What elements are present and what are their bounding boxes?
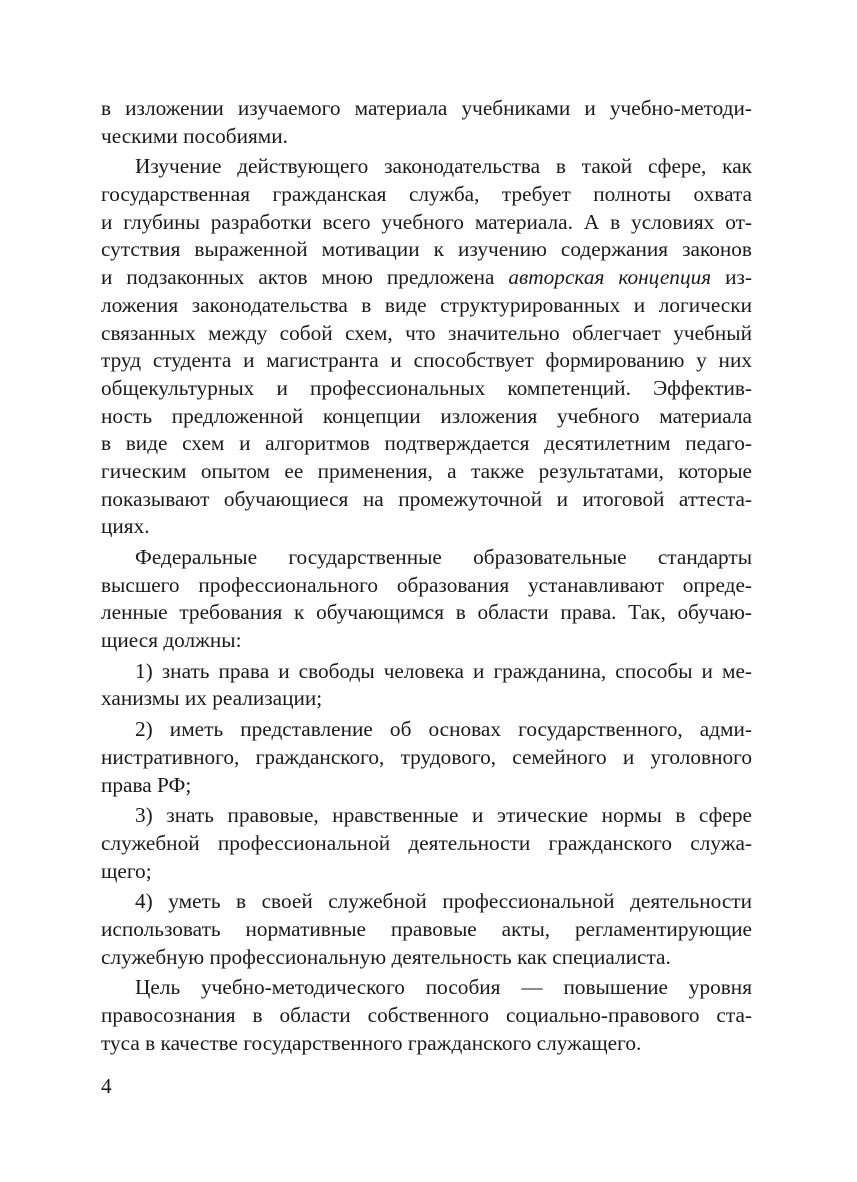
text-line: 3) знать правовые, нравственные и этические нормы в сфере xyxy=(135,803,752,828)
emphasis-author-concept: авторская концепция xyxy=(508,265,712,290)
text-line: 2) иметь представление об основах государственного, адми- xyxy=(135,717,752,742)
text-line: общекультурных и профессиональных компетенций. Эффектив- xyxy=(101,375,752,400)
text-line: нистративного, гражданского, трудового, семейного и уголовного xyxy=(101,744,752,769)
text-line: служебную профессиональную деятельность как специалиста. xyxy=(101,944,671,969)
text-line: в изложении изучаемого материала учебниками и учебно-методи- xyxy=(101,96,752,120)
text-line: ханизмы их реализации; xyxy=(101,686,323,711)
text-line: использовать нормативные правовые акты, регламентирующие xyxy=(101,916,752,941)
text-line: Федеральные государственные образовательные стандарты xyxy=(135,545,752,569)
text-line: государственная гражданская служба, требует полноты охвата xyxy=(101,182,752,207)
text-line: связанных между собой схем, что значительно облегчает учебный xyxy=(101,320,752,345)
paragraph xyxy=(101,544,752,655)
paragraph xyxy=(101,95,752,150)
paragraph xyxy=(101,153,752,541)
text-line: сутствия выраженной мотивации к изучению содержания законов xyxy=(101,237,752,262)
paragraph xyxy=(101,974,752,1057)
text-line: права РФ; xyxy=(101,772,192,797)
text-line: труд студента и магистранта и способствует формированию у них xyxy=(101,348,752,373)
text-line: 4) уметь в своей служебной профессиональной деятельности xyxy=(135,889,752,914)
text-line: ложения законодательства в виде структурированных и логически xyxy=(101,292,752,317)
text-line: ческими пособиями. xyxy=(101,123,288,148)
list-item xyxy=(101,802,752,885)
text-line: и глубины разработки всего учебного материала. А в условиях от- xyxy=(101,209,752,234)
text-line: Изучение действующего законодательства в такой сфере, как xyxy=(135,154,752,179)
page-number: 4 xyxy=(101,1074,112,1098)
text-line: служебной профессиональной деятельности гражданского служа- xyxy=(101,830,752,855)
text-line: гическим опытом ее применения, а также результатами, которые xyxy=(101,458,752,483)
list-item xyxy=(101,658,752,713)
text-line: правосознания в области собственного социально-правового ста- xyxy=(101,1003,752,1027)
text-line: щиеся должны: xyxy=(101,628,242,653)
list-item xyxy=(101,888,752,971)
text-line: показывают обучающиеся на промежуточной и итоговой аттеста- xyxy=(101,486,752,511)
text-line: ность предложенной концепции изложения учебного материала xyxy=(101,403,752,428)
text-line: в виде схем и алгоритмов подтверждается десятилетним педаго- xyxy=(101,431,752,456)
document-body xyxy=(101,95,752,1057)
text-line: туса в качестве государственного гражданского служащего. xyxy=(101,1030,642,1055)
text-run: из- xyxy=(711,265,753,290)
text-line: Цель учебно-методического пособия — повышение уровня xyxy=(135,975,752,1000)
text-run: и подзаконных актов мною предложена xyxy=(101,265,509,290)
text-line-with-emphasis xyxy=(101,264,752,292)
text-line: высшего профессионального образования устанавливают опреде- xyxy=(101,572,752,597)
list-item xyxy=(101,716,752,799)
text-line: ленные требования к обучающимся в области права. Так, обучаю- xyxy=(101,600,752,625)
text-line: циях. xyxy=(101,514,150,539)
text-line: щего; xyxy=(101,858,152,883)
text-line: 1) знать права и свободы человека и гражданина, способы и ме- xyxy=(135,658,752,683)
